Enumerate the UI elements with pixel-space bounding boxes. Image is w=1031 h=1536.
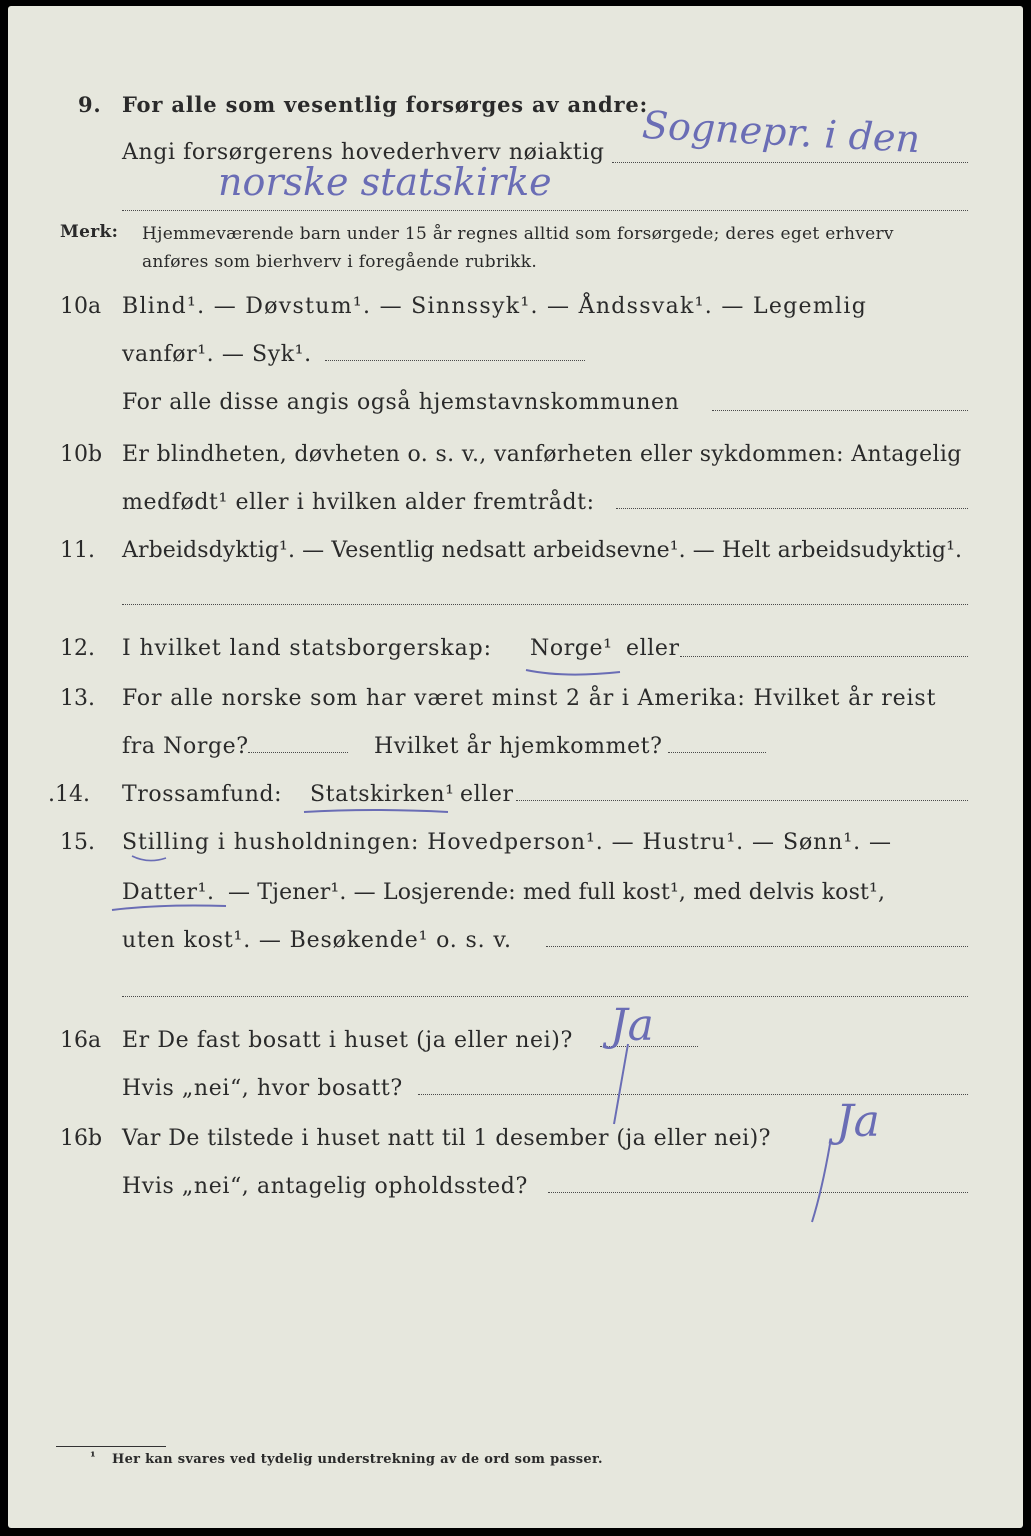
merk-label: Merk: <box>60 222 119 242</box>
q10a-line2: vanfør¹. — Syk¹. <box>122 342 312 367</box>
q10a-number: 10a <box>60 294 102 319</box>
q16b-answer-line <box>548 1192 968 1193</box>
merk-line2: anføres som bierhverv i foregående rubrikk. <box>142 252 538 272</box>
q15-line2a-datter: Datter¹. <box>122 880 215 905</box>
q14-number: .14. <box>48 782 90 807</box>
q12-rest: eller <box>626 636 680 661</box>
footnote-rule <box>56 1446 166 1447</box>
footnote-text: Her kan svares ved tydelig understrekning av de ord som passer. <box>112 1452 603 1467</box>
q15-number: 15. <box>60 830 95 855</box>
q13-answer-line2 <box>668 752 766 753</box>
q9-number: 9. <box>78 92 102 117</box>
q9-line2: Angi forsørgerens hovederhverv nøiaktig <box>122 140 605 165</box>
q16b-line1: Var De tilstede i huset natt til 1 desember (ja eller nei)? <box>122 1126 771 1151</box>
q15-line2b: — Tjener¹. — Losjerende: med full kost¹, med delvis kost¹, <box>228 880 886 905</box>
q10a-line3: For alle disse angis også hjemstavnskommunen <box>122 390 680 415</box>
q14-text: Trossamfund: <box>122 782 283 807</box>
q10a-answer-line1 <box>325 360 585 361</box>
q12-number: 12. <box>60 636 95 661</box>
q14-rest: eller <box>460 782 514 807</box>
q12-answer-line <box>680 656 968 657</box>
q16a-handwritten-stroke <box>600 1040 640 1130</box>
q16a-residence-line <box>418 1094 968 1095</box>
q14-answer-line <box>516 800 968 801</box>
q13-line2a: fra Norge? <box>122 734 249 759</box>
q11-line1: Arbeidsdyktig¹. — Vesentlig nedsatt arbeidsevne¹. — Helt arbeidsudyktig¹. <box>122 538 963 563</box>
q10a-answer-line2 <box>712 410 968 411</box>
q13-answer-line1 <box>248 752 348 753</box>
q15-answer-line2 <box>122 996 968 997</box>
q13-number: 13. <box>60 686 95 711</box>
q10b-line2: medfødt¹ eller i hvilken alder fremtrådt: <box>122 490 595 515</box>
merk-line1: Hjemmeværende barn under 15 år regnes alltid som forsørgede; deres eget erhverv <box>142 224 894 244</box>
q9-handwritten-answer1: Sognepr. i den <box>641 102 922 162</box>
q10a-line1: Blind¹. — Døvstum¹. — Sinnssyk¹. — Åndssvak¹. — Legemlig <box>122 294 868 319</box>
q13-line1: For alle norske som har været minst 2 år i Amerika: Hvilket år reist <box>122 686 937 711</box>
q15-handwritten-underline <box>110 900 230 914</box>
q15-answer-line1 <box>546 946 968 947</box>
q9-answer-line1 <box>612 162 968 163</box>
q10b-line1: Er blindheten, døvheten o. s. v., vanførheten eller sykdommen: Antagelig <box>122 442 962 467</box>
q16b-handwritten-stroke <box>800 1140 840 1230</box>
q16b-handwritten-answer: Ja <box>836 1096 880 1147</box>
q14-option-statskirken: Statskirken¹ <box>310 782 455 807</box>
q15-handwritten-mark <box>130 852 170 866</box>
q16a-number: 16a <box>60 1028 102 1053</box>
q11-number: 11. <box>60 538 95 563</box>
q16b-line2: Hvis „nei“, antagelig opholdssted? <box>122 1174 528 1199</box>
q10b-number: 10b <box>60 442 103 467</box>
q9-handwritten-answer2: norske statskirke <box>218 160 552 204</box>
q9-line1: For alle som vesentlig forsørges av andre: <box>122 92 649 117</box>
q12-text: I hvilket land statsborgerskap: <box>122 636 492 661</box>
q14-handwritten-underline <box>302 806 452 818</box>
q16a-handwritten-answer: Ja <box>610 1000 654 1051</box>
q15-line1: Stilling i husholdningen: Hovedperson¹. — Hustru¹. — Sønn¹. — <box>122 830 893 855</box>
q15-line3: uten kost¹. — Besøkende¹ o. s. v. <box>122 928 512 953</box>
q9-answer-line2 <box>122 210 968 211</box>
footnote-mark: ¹ <box>90 1450 96 1465</box>
q11-answer-line <box>122 604 968 605</box>
q16b-number: 16b <box>60 1126 103 1151</box>
q12-handwritten-underline <box>524 664 624 678</box>
q16a-line2: Hvis „nei“, hvor bosatt? <box>122 1076 403 1101</box>
q13-line2b: Hvilket år hjemkommet? <box>374 734 663 759</box>
q10b-answer-line <box>616 508 968 509</box>
q16a-line1: Er De fast bosatt i huset (ja eller nei)? <box>122 1028 573 1053</box>
q12-option-norge: Norge¹ <box>530 636 613 661</box>
